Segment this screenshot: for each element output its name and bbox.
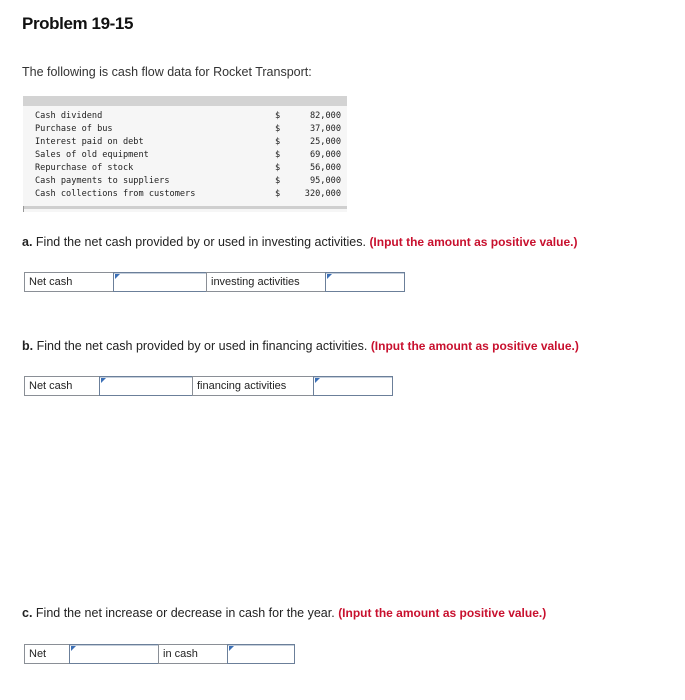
net-cash-direction-input-b[interactable] <box>99 376 193 396</box>
row-currency: $ <box>275 137 281 147</box>
row-label: Cash dividend <box>35 111 103 121</box>
question-a <box>22 235 577 249</box>
answer-row-b <box>24 376 393 396</box>
row-currency: $ <box>275 150 281 160</box>
answer-row-c <box>24 644 295 664</box>
table-bottom-rule <box>23 206 347 209</box>
net-cash-label: Net cash <box>24 376 100 396</box>
table-corner-mark <box>23 206 24 212</box>
question-text: Find the net increase or decrease in cash for the year. <box>32 606 335 620</box>
in-cash-label: in cash <box>158 644 228 664</box>
table-row <box>35 176 345 189</box>
answer-row-a <box>24 272 405 292</box>
instruction-note: (Input the amount as positive value.) <box>370 339 579 353</box>
question-letter: c. <box>22 606 33 620</box>
table-row <box>35 124 345 137</box>
row-amount: 82,000 <box>309 111 341 121</box>
amount-input[interactable] <box>228 645 294 663</box>
question-text: Find the net cash provided by or used in investing activities. <box>32 235 366 249</box>
row-label: Interest paid on debt <box>35 137 144 147</box>
row-currency: $ <box>275 111 281 121</box>
net-label: Net <box>24 644 70 664</box>
question-letter: a. <box>22 235 33 249</box>
question-letter: b. <box>22 339 34 353</box>
financing-amount-input[interactable] <box>313 376 393 396</box>
row-amount: 320,000 <box>304 189 341 199</box>
row-label: Cash payments to suppliers <box>35 176 170 186</box>
increase-decrease-input[interactable] <box>69 644 159 664</box>
row-amount: 37,000 <box>309 124 341 134</box>
row-currency: $ <box>275 124 281 134</box>
row-label: Sales of old equipment <box>35 150 149 160</box>
instruction-note: (Input the amount as positive value.) <box>338 606 547 620</box>
amount-input[interactable] <box>326 273 404 291</box>
cash-flow-data-table <box>23 96 347 212</box>
amount-input[interactable] <box>314 377 392 395</box>
row-amount: 95,000 <box>309 176 341 186</box>
net-cash-direction-input-a[interactable] <box>113 272 207 292</box>
direction-input[interactable] <box>70 645 158 663</box>
question-b <box>22 339 579 353</box>
question-c <box>22 606 546 620</box>
net-cash-label: Net cash <box>24 272 114 292</box>
row-label: Purchase of bus <box>35 124 113 134</box>
table-row <box>35 163 345 176</box>
direction-input[interactable] <box>114 273 206 291</box>
table-row <box>35 137 345 150</box>
table-row <box>35 189 345 202</box>
question-text: Find the net cash provided by or used in financing activities. <box>33 339 368 353</box>
row-amount: 56,000 <box>309 163 341 173</box>
intro-text: The following is cash flow data for Rocket Transport: <box>22 65 312 79</box>
page-title: Problem 19-15 <box>22 14 134 33</box>
row-currency: $ <box>275 163 281 173</box>
row-label: Repurchase of stock <box>35 163 134 173</box>
row-currency: $ <box>275 176 281 186</box>
instruction-note: (Input the amount as positive value.) <box>369 235 578 249</box>
cash-change-amount-input[interactable] <box>227 644 295 664</box>
table-row <box>35 111 345 124</box>
row-label: Cash collections from customers <box>35 189 196 199</box>
financing-activities-label: financing activities <box>192 376 314 396</box>
table-row <box>35 150 345 163</box>
investing-activities-label: investing activities <box>206 272 326 292</box>
investing-amount-input[interactable] <box>325 272 405 292</box>
direction-input[interactable] <box>100 377 192 395</box>
row-currency: $ <box>275 189 281 199</box>
row-amount: 25,000 <box>309 137 341 147</box>
table-header-bar <box>23 96 347 106</box>
row-amount: 69,000 <box>309 150 341 160</box>
